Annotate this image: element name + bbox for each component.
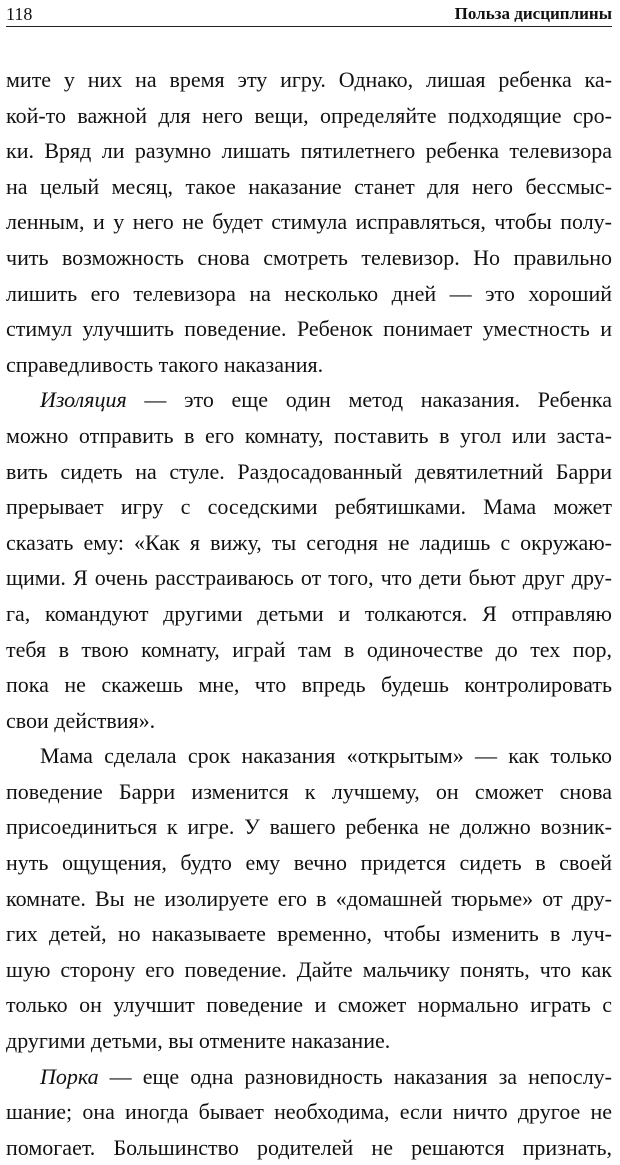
text-line: вить сидеть на стуле. Раздосадованный девятилетний Барри: [6, 458, 612, 484]
paragraph-start-line: [6, 1059, 612, 1095]
text-run: — это еще один метод наказания. Ребенка: [126, 387, 612, 413]
text-line: справедливость такого наказания.: [6, 351, 324, 377]
page-header: [6, 4, 612, 27]
text-line: другими детьми, вы отмените наказание.: [6, 1028, 391, 1054]
text-line: тебя в твою комнату, играй там в одиночестве до тех пор,: [6, 636, 612, 662]
text-line: поведение Барри изменится к лучшему, он сможет снова: [6, 778, 612, 804]
text-line: свои действия».: [6, 707, 156, 733]
text-line: га, командуют другими детьми и толкаются. Я отправляю: [6, 600, 612, 626]
text-line: мите у них на время эту игру. Однако, лишая ребенка ка-: [6, 67, 612, 92]
text-line: кой-то важной для него вещи, определяйте подходящие сро-: [6, 102, 612, 128]
text-line: только он улучшит поведение и сможет нормально играть с: [6, 992, 612, 1018]
text-line: пока не скажешь мне, что впредь будешь контролировать: [6, 672, 612, 698]
text-line: помогает. Большинство родителей не решаются признать,: [6, 1134, 612, 1160]
text-run: — еще одна разновидность наказания за непослу-: [98, 1063, 612, 1089]
text-line: чить возможность снова смотреть телевизор. Но правильно: [6, 244, 612, 270]
text-line: стимул улучшить поведение. Ребенок понимает уместность и: [6, 316, 612, 342]
text-line: шую сторону его поведение. Дайте мальчику понять, что как: [6, 956, 612, 982]
text-line: гих детей, но наказываете временно, чтобы изменить в луч-: [6, 921, 612, 947]
text-line: присоединиться к игре. У вашего ребенка не должно возник-: [6, 814, 612, 840]
text-line: нуть ощущения, будто ему вечно придется сидеть в своей: [6, 850, 612, 876]
text-line: шание; она иногда бывает необходима, если ничто другое не: [6, 1099, 612, 1125]
paragraph-start-line: Мама сделала срок наказания «открытым» — как только: [40, 743, 612, 769]
text-line: комнате. Вы не изолируете его в «домашней тюрьме» от дру-: [6, 885, 612, 911]
text-line: лишить его телевизора на несколько дней — это хороший: [6, 280, 612, 306]
paragraph-start-line: [6, 382, 612, 418]
running-title: Польза дисциплины: [454, 4, 612, 23]
page-number: 118: [6, 4, 33, 24]
body-text: [6, 62, 612, 1165]
term-isolation: Изоляция: [40, 387, 127, 413]
term-spanking: Порка: [40, 1063, 99, 1089]
text-line: сказать ему: «Как я вижу, ты сегодня не ладишь с окружаю-: [6, 529, 612, 555]
text-line: ленным, и у него не будет стимула исправляться, чтобы полу-: [6, 209, 612, 235]
text-line: можно отправить в его комнату, поставить в угол или заста-: [6, 422, 612, 448]
text-line: на целый месяц, такое наказание станет для него бессмыс-: [6, 173, 612, 199]
text-line: ки. Вряд ли разумно лишать пятилетнего ребенка телевизора: [6, 138, 612, 164]
text-line: щими. Я очень расстраиваюсь от того, что дети бьют друг дру-: [6, 565, 612, 591]
text-line: прерывает игру с соседскими ребятишками. Мама может: [6, 494, 612, 520]
